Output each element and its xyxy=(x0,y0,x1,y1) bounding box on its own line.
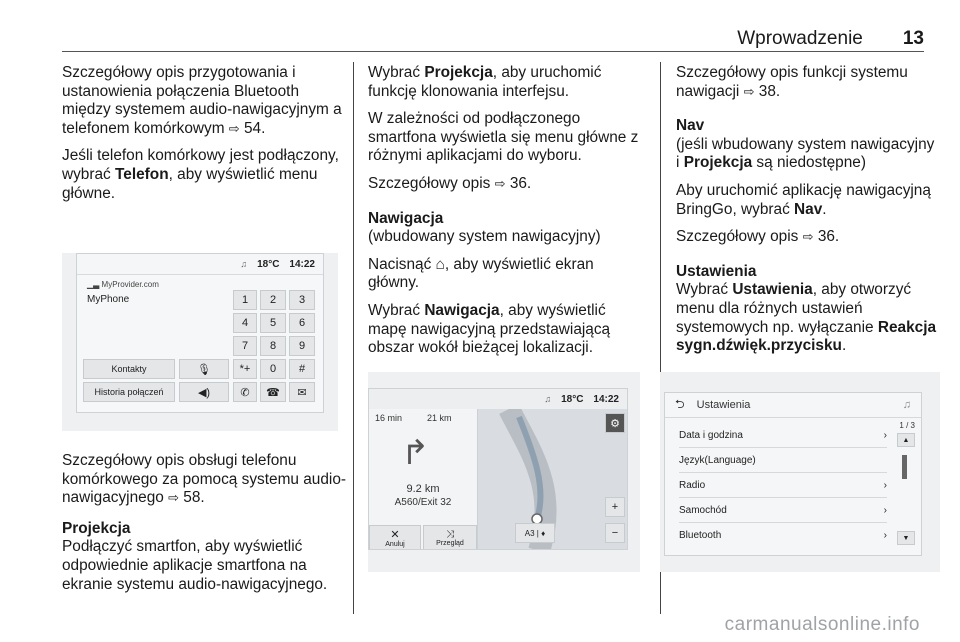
paragraph: Podłączyć smartfon, aby wyświetlić odpowiednie aplikacje smartfona na ekranie systemu audio-nawigacyjnego. xyxy=(62,538,328,593)
chevron-right-icon: › xyxy=(883,529,887,541)
back-icon[interactable]: ⮌ xyxy=(675,396,685,411)
menu-item[interactable]: Radio › xyxy=(679,473,887,498)
header-rule xyxy=(62,51,924,52)
paragraph: Szczegółowy opis funkcji systemu nawigacji ⇨ 38. xyxy=(676,64,908,100)
page-reference[interactable]: 58. xyxy=(183,489,205,507)
paragraph: Aby uruchomić aplikację nawigacyjną BringGo, wybrać Nav. xyxy=(676,181,931,218)
chevron-right-icon: › xyxy=(883,504,887,516)
home-icon: ⌂ xyxy=(435,255,445,273)
paragraph: Szczegółowy opis ⇨ 36. xyxy=(676,228,840,246)
chevron-right-icon: › xyxy=(883,429,887,441)
paragraph: Jeśli telefon komórkowy jest podłączony, wybrać Telefon, aby wyświetlić menu główne. xyxy=(62,147,339,202)
paragraph: (jeśli wbudowany system nawigacyjny i Projekcja są niedostępne) xyxy=(676,135,935,172)
screen-title: Ustawienia xyxy=(696,399,751,411)
phone-screenshot: ♫ 18°C 14:22 ▁▃ MyProvider.com MyPhone 1 2 3 4 5 6 7 8 9 *+ 0 # Kontakty 🎙 Historia połączeń ◀) ✆ ☎ ✉ xyxy=(62,253,338,431)
chevron-right-icon: › xyxy=(883,479,887,491)
voicemail-icon[interactable]: ✉ xyxy=(289,382,315,402)
zoom-out-button[interactable]: − xyxy=(605,523,625,543)
page-indicator: 1 / 3 xyxy=(899,421,915,430)
speaker-icon[interactable]: ◀) xyxy=(179,382,229,402)
column-2 xyxy=(368,64,648,367)
cancel-button[interactable]: ✕ Anuluj xyxy=(369,525,421,550)
guidance-panel: 16 min 21 km ↱ 9.2 km A560/Exit 32 ✕ Anuluj ⤨ Przegląd xyxy=(369,409,478,550)
paragraph: Wybrać Ustawienia, aby otworzyć menu dla różnych ustawień systemowych np. wyłączanie Reakcja sygn.dźwięk.przycisku. xyxy=(676,281,937,355)
watermark: carmanualsonline.info xyxy=(724,614,920,635)
page-reference[interactable]: 54. xyxy=(243,119,266,137)
column-1-lower xyxy=(62,452,348,603)
paragraph: Szczegółowy opis ⇨ 36. xyxy=(368,174,532,192)
paragraph: Szczegółowy opis przygotowania i ustanowienia połączenia Bluetooth między systemem audio-nawigacyjnym a telefonem komórkowym ⇨ 54. xyxy=(62,64,342,137)
music-icon: ♫ xyxy=(544,394,552,404)
page-header xyxy=(737,28,924,50)
arrow-icon: ⇨ xyxy=(168,490,180,506)
section-heading: Nav xyxy=(676,117,705,135)
menu-item[interactable]: Data i godzina › xyxy=(679,423,887,448)
page-number: 13 xyxy=(902,28,924,49)
mute-mic-icon[interactable]: 🎙 xyxy=(179,359,229,379)
arrow-icon: ⇨ xyxy=(743,83,755,99)
navigation-screenshot: ♫ 18°C 14:22 16 min 21 km ↱ 9.2 km A560/Exit 32 ✕ Anuluj ⤨ Przegląd ⚙ + − A3 | ♦ xyxy=(368,372,640,572)
gear-icon[interactable]: ⚙ xyxy=(605,413,625,433)
page-reference[interactable]: 36. xyxy=(509,174,532,192)
paragraph: Wybrać Projekcja, aby uruchomić funkcję klonowania interfejsu. xyxy=(368,64,602,100)
scroll-up-button[interactable]: ▲ xyxy=(897,433,915,447)
scroll-down-button[interactable]: ▼ xyxy=(897,531,915,545)
menu-item[interactable]: Bluetooth › xyxy=(679,529,887,541)
column-divider xyxy=(353,62,354,614)
paragraph: Szczegółowy opis obsługi telefonu komórkowego za pomocą systemu audio-nawigacyjnego ⇨ 58. xyxy=(62,452,347,507)
section-heading: Ustawienia xyxy=(676,262,757,280)
road-sign-badge: A3 | ♦ xyxy=(515,523,555,543)
paragraph: Wybrać Nawigacja, aby wyświetlić mapę nawigacyjną przedstawiającą obszar wokół bieżącej lokalizacji. xyxy=(368,301,611,357)
call-icon[interactable]: ✆ xyxy=(233,382,257,402)
hangup-icon[interactable]: ☎ xyxy=(260,382,286,402)
column-1 xyxy=(62,64,348,212)
section-heading: Projekcja xyxy=(62,519,131,537)
section-heading: Nawigacja xyxy=(368,209,444,227)
car-icon: ♦ xyxy=(541,528,546,538)
paragraph: W zależności od podłączonego smartfona wyświetla się menu główne z różnymi aplikacjami do wyboru. xyxy=(368,110,639,165)
chapter-title: Wprowadzenie xyxy=(737,28,863,49)
contacts-button[interactable]: Kontakty xyxy=(83,359,175,379)
music-icon: ♫ xyxy=(902,399,911,411)
turn-right-arrow-icon: ↱ xyxy=(401,434,430,472)
column-3 xyxy=(676,64,938,365)
page-reference[interactable]: 36. xyxy=(817,228,840,246)
menu-item[interactable]: Samochód › xyxy=(679,498,887,523)
arrow-icon: ⇨ xyxy=(494,175,506,191)
arrow-icon: ⇨ xyxy=(802,229,814,245)
zoom-in-button[interactable]: + xyxy=(605,497,625,517)
overview-button[interactable]: ⤨ Przegląd xyxy=(423,525,477,550)
signal-icon: ▁▃ xyxy=(87,280,100,289)
call-history-button[interactable]: Historia połączeń xyxy=(83,382,175,402)
paragraph: Nacisnąć ⌂, aby wyświetlić ekran główny. xyxy=(368,255,594,292)
paragraph: (wbudowany system nawigacyjny) xyxy=(368,228,601,246)
music-icon: ♫ xyxy=(240,259,248,269)
arrow-icon: ⇨ xyxy=(228,120,240,136)
page-reference[interactable]: 38. xyxy=(758,82,781,100)
scrollbar-thumb[interactable] xyxy=(902,455,907,479)
settings-screenshot xyxy=(660,372,940,572)
menu-item[interactable]: Język(Language) xyxy=(679,448,887,473)
